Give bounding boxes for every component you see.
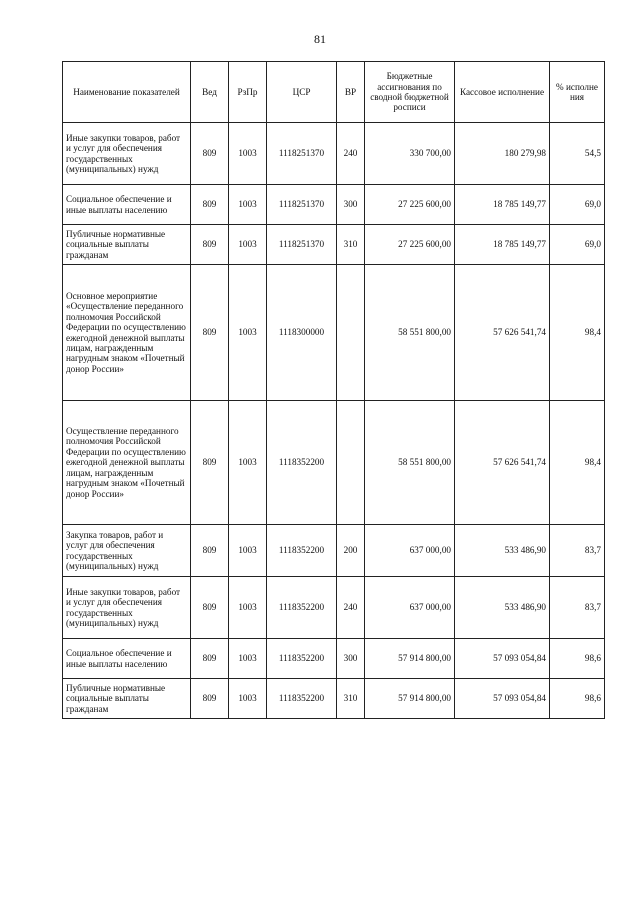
row-csr: 1118352200 — [267, 525, 337, 577]
row-name: Социальное обеспечение и иные выплаты населению — [63, 185, 191, 225]
row-percent: 83,7 — [550, 525, 605, 577]
header-vr: ВР — [337, 62, 365, 123]
header-allocations: Бюджетные ассигнования по сводной бюджетной росписи — [365, 62, 455, 123]
row-percent: 69,0 — [550, 225, 605, 265]
header-cash: Кассовое исполнение — [455, 62, 550, 123]
row-csr: 1118251370 — [267, 185, 337, 225]
row-name: Иные закупки товаров, работ и услуг для обеспечения государственных (муниципальных) нужд — [63, 123, 191, 185]
row-allocations: 637 000,00 — [365, 577, 455, 639]
row-percent: 98,4 — [550, 265, 605, 401]
row-vr: 310 — [337, 679, 365, 719]
row-ved: 809 — [191, 401, 229, 525]
row-name: Публичные нормативные социальные выплаты гражданам — [63, 225, 191, 265]
table-row — [63, 639, 605, 679]
row-allocations: 57 914 800,00 — [365, 639, 455, 679]
row-rzpr: 1003 — [229, 577, 267, 639]
row-ved: 809 — [191, 679, 229, 719]
table-header-row — [63, 62, 605, 123]
row-percent: 98,6 — [550, 639, 605, 679]
row-name: Социальное обеспечение и иные выплаты населению — [63, 639, 191, 679]
row-vr: 240 — [337, 123, 365, 185]
row-vr: 300 — [337, 639, 365, 679]
row-cash: 57 093 054,84 — [455, 679, 550, 719]
row-ved: 809 — [191, 225, 229, 265]
row-percent: 54,5 — [550, 123, 605, 185]
row-allocations: 58 551 800,00 — [365, 265, 455, 401]
table-row — [63, 185, 605, 225]
row-percent: 83,7 — [550, 577, 605, 639]
row-cash: 57 093 054,84 — [455, 639, 550, 679]
row-csr: 1118352200 — [267, 577, 337, 639]
budget-execution-table — [62, 61, 605, 719]
row-ved: 809 — [191, 265, 229, 401]
row-rzpr: 1003 — [229, 401, 267, 525]
row-rzpr: 1003 — [229, 225, 267, 265]
row-rzpr: 1003 — [229, 185, 267, 225]
table-row — [63, 679, 605, 719]
row-percent: 69,0 — [550, 185, 605, 225]
row-rzpr: 1003 — [229, 679, 267, 719]
row-csr: 1118352200 — [267, 639, 337, 679]
table-row — [63, 123, 605, 185]
row-ved: 809 — [191, 185, 229, 225]
row-csr: 1118352200 — [267, 679, 337, 719]
row-csr: 1118251370 — [267, 225, 337, 265]
table-row — [63, 401, 605, 525]
row-rzpr: 1003 — [229, 123, 267, 185]
row-vr: 310 — [337, 225, 365, 265]
row-allocations: 330 700,00 — [365, 123, 455, 185]
row-cash: 180 279,98 — [455, 123, 550, 185]
row-name: Иные закупки товаров, работ и услуг для обеспечения государственных (муниципальных) нужд — [63, 577, 191, 639]
row-rzpr: 1003 — [229, 265, 267, 401]
row-csr: 1118251370 — [267, 123, 337, 185]
table-row — [63, 577, 605, 639]
row-ved: 809 — [191, 577, 229, 639]
row-name: Закупка товаров, работ и услуг для обеспечения государственных (муниципальных) нужд — [63, 525, 191, 577]
row-cash: 18 785 149,77 — [455, 185, 550, 225]
row-cash: 18 785 149,77 — [455, 225, 550, 265]
row-name: Основное мероприятие «Осуществление переданного полномочия Российской Федерации по осуществлению ежегодной денежной выплаты лицам, награжденным нагрудным знаком «Почетный донор России» — [63, 265, 191, 401]
row-ved: 809 — [191, 525, 229, 577]
row-rzpr: 1003 — [229, 525, 267, 577]
row-ved: 809 — [191, 123, 229, 185]
row-csr: 1118300000 — [267, 265, 337, 401]
row-vr — [337, 265, 365, 401]
row-cash: 57 626 541,74 — [455, 401, 550, 525]
row-cash: 57 626 541,74 — [455, 265, 550, 401]
row-cash: 533 486,90 — [455, 525, 550, 577]
row-name: Осуществление переданного полномочия Российской Федерации по осуществлению ежегодной денежной выплаты лицам, награжденным нагрудным знаком «Почетный донор России» — [63, 401, 191, 525]
row-percent: 98,6 — [550, 679, 605, 719]
row-vr — [337, 401, 365, 525]
row-percent: 98,4 — [550, 401, 605, 525]
row-allocations: 58 551 800,00 — [365, 401, 455, 525]
row-name: Публичные нормативные социальные выплаты гражданам — [63, 679, 191, 719]
table-row — [63, 225, 605, 265]
row-allocations: 637 000,00 — [365, 525, 455, 577]
header-rzpr: РзПр — [229, 62, 267, 123]
row-allocations: 27 225 600,00 — [365, 185, 455, 225]
row-vr: 300 — [337, 185, 365, 225]
header-name: Наименование показателей — [63, 62, 191, 123]
header-percent: % исполне ния — [550, 62, 605, 123]
row-csr: 1118352200 — [267, 401, 337, 525]
header-ved: Вед — [191, 62, 229, 123]
table-row — [63, 525, 605, 577]
row-allocations: 57 914 800,00 — [365, 679, 455, 719]
table-row — [63, 265, 605, 401]
row-vr: 240 — [337, 577, 365, 639]
row-cash: 533 486,90 — [455, 577, 550, 639]
page-number: 81 — [314, 32, 326, 46]
header-csr: ЦСР — [267, 62, 337, 123]
row-vr: 200 — [337, 525, 365, 577]
row-rzpr: 1003 — [229, 639, 267, 679]
row-allocations: 27 225 600,00 — [365, 225, 455, 265]
row-ved: 809 — [191, 639, 229, 679]
